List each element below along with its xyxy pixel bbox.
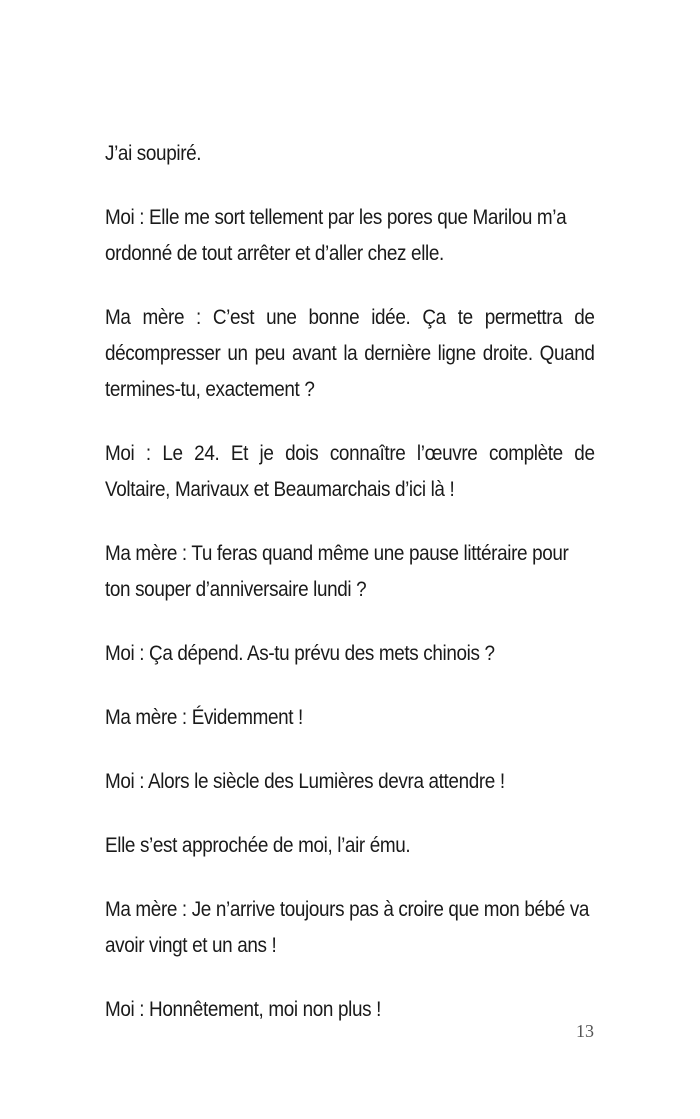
paragraph: Moi : Honnêtement, moi non plus ! (105, 998, 381, 1021)
paragraph: Ma mère : C’est une bonne idée. Ça te permettra de décompresser un peu avant la dernière ligne droite. Quand termines-tu, exactement ? (105, 306, 595, 401)
paragraph: Ma mère : Tu feras quand même une pause littéraire pour ton souper d’anniversaire lundi ? (105, 542, 569, 601)
paragraph: Ma mère : Évidemment ! (105, 706, 303, 729)
paragraph: Moi : Ça dépend. As-tu prévu des mets chinois ? (105, 642, 495, 665)
paragraph: Moi : Le 24. Et je dois connaître l’œuvre complète de Voltaire, Marivaux et Beaumarchais d’ici là ! (105, 442, 595, 501)
paragraph: J’ai soupiré. (105, 142, 202, 165)
paragraph: Elle s’est approchée de moi, l’air ému. (105, 834, 411, 857)
page-number: 13 (576, 1021, 594, 1041)
paragraph: Moi : Alors le siècle des Lumières devra attendre ! (105, 770, 505, 793)
paragraph: Ma mère : Je n’arrive toujours pas à croire que mon bébé va avoir vingt et un ans ! (105, 898, 590, 957)
paragraph: Moi : Elle me sort tellement par les pores que Marilou m’a ordonné de tout arrêter et d’aller chez elle. (105, 206, 567, 265)
